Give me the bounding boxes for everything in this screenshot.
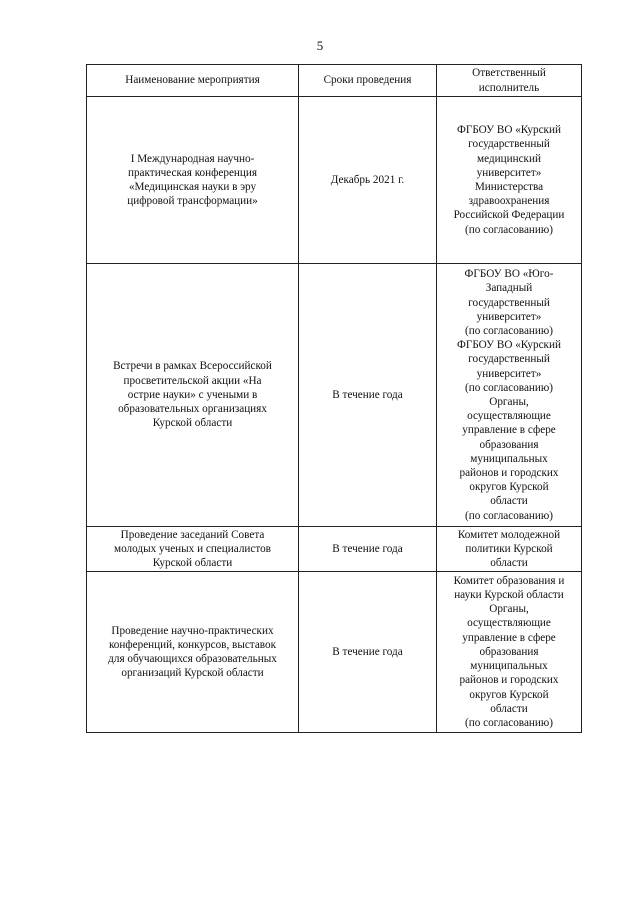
dates-cell: В течение года bbox=[299, 264, 437, 527]
dates-cell: В течение года bbox=[299, 572, 437, 733]
header-dates: Сроки проведения bbox=[299, 65, 437, 97]
events-table bbox=[86, 64, 582, 733]
header-event: Наименование мероприятия bbox=[87, 65, 299, 97]
event-cell: Встречи в рамках Всероссийской просветительской акции «На острие науки» с учеными в образовательных организациях Курской области bbox=[87, 264, 299, 527]
table-row bbox=[87, 264, 582, 527]
table-row bbox=[87, 572, 582, 733]
responsible-cell: Комитет молодежной политики Курской области bbox=[437, 527, 582, 572]
header-responsible: Ответственный исполнитель bbox=[437, 65, 582, 97]
responsible-cell: Комитет образования и науки Курской области Органы, осуществляющие управление в сфере образования муниципальных районов и городских округов Курской области (по согласованию) bbox=[437, 572, 582, 733]
event-cell: Проведение научно-практических конференций, конкурсов, выставок для обучающихся образовательных организаций Курской области bbox=[87, 572, 299, 733]
header-row bbox=[87, 65, 582, 97]
dates-cell: Декабрь 2021 г. bbox=[299, 97, 437, 264]
table-row bbox=[87, 97, 582, 264]
table-header bbox=[87, 65, 582, 97]
event-cell: I Международная научно- практическая конференция «Медицинская науки в эру цифровой трансформации» bbox=[87, 97, 299, 264]
responsible-cell: ФГБОУ ВО «Юго- Западный государственный университет» (по согласованию) ФГБОУ ВО «Курский государственный университет» (по согласованию) Органы, осуществляющие управление в сфере образования муниципальных районов и городских округов Курской области (по согласованию) bbox=[437, 264, 582, 527]
table-row bbox=[87, 527, 582, 572]
event-cell: Проведение заседаний Совета молодых ученых и специалистов Курской области bbox=[87, 527, 299, 572]
page-number: 5 bbox=[316, 38, 324, 53]
responsible-cell: ФГБОУ ВО «Курский государственный медицинский университет» Министерства здравоохранения Российской Федерации (по согласованию) bbox=[437, 97, 582, 264]
dates-cell: В течение года bbox=[299, 527, 437, 572]
table-body bbox=[87, 97, 582, 733]
